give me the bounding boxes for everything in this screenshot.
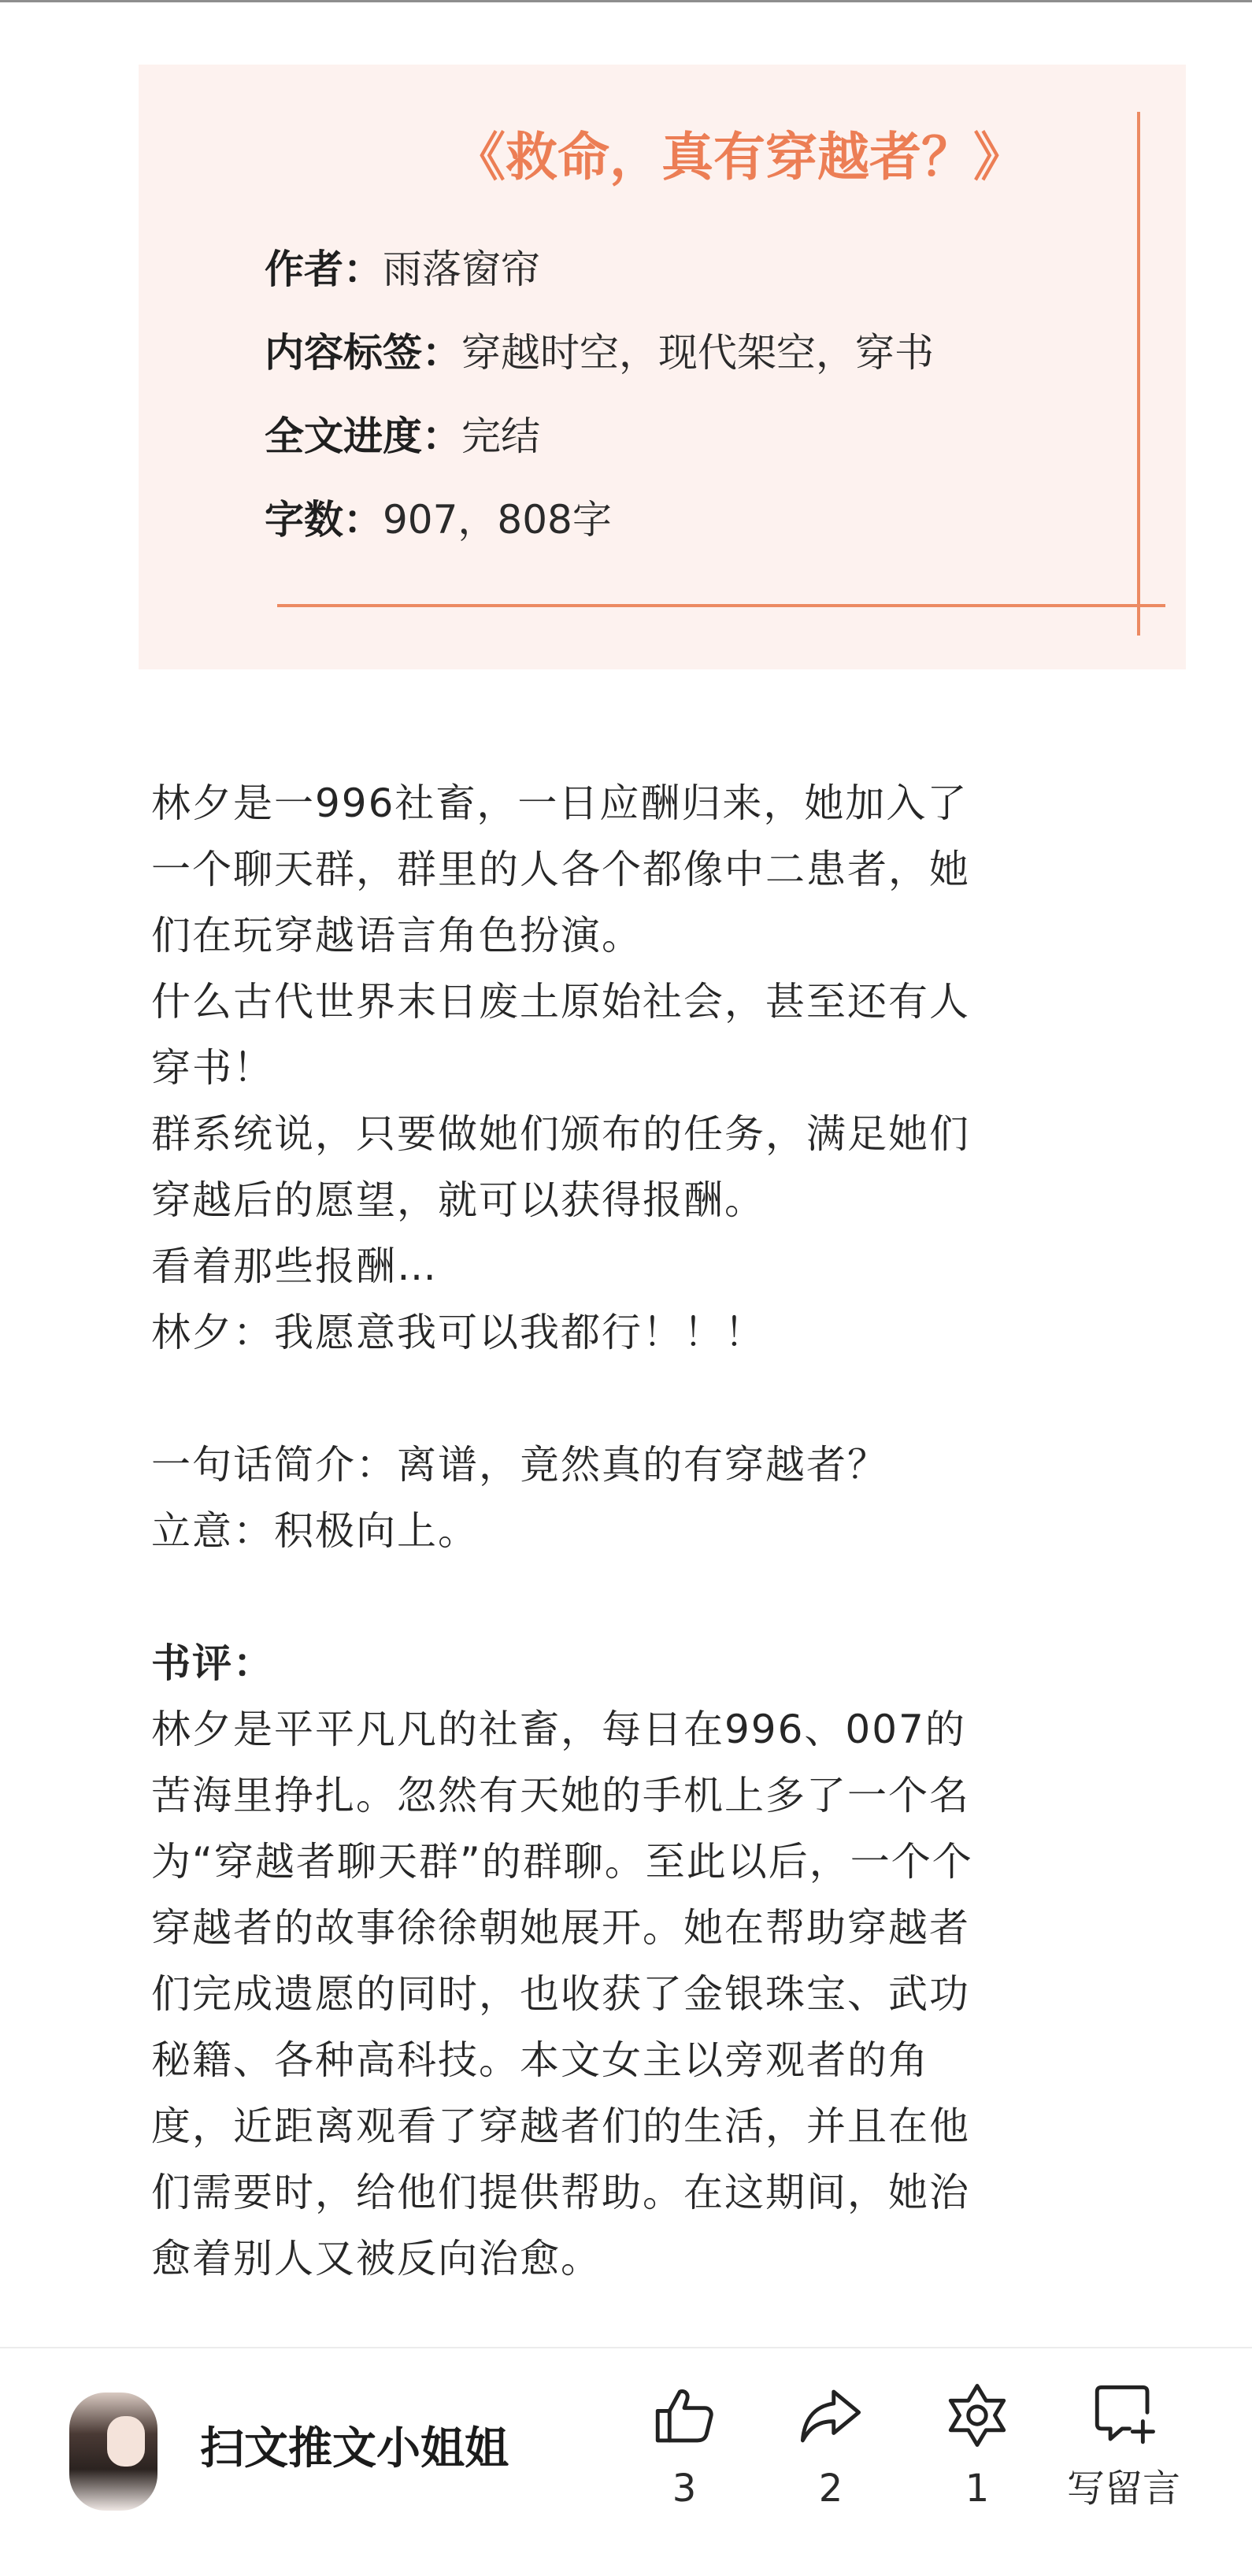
review-heading: 书评： [151,1640,274,1686]
comment-plus-icon[interactable] [1088,2380,1159,2451]
write-comment-button[interactable]: 写留言 [1066,2467,1180,2511]
author-username[interactable]: 扫文推文小姐姐 [200,2423,509,2474]
review-line: 为“穿越者聊天群”的群聊。至此以后，一个个 [151,1839,973,1885]
synopsis-line: 穿书！ [151,1045,274,1091]
review-line: 穿越者的故事徐徐朝她展开。她在帮助穿越者 [151,1905,970,1951]
card-decor-horizontal-line [277,604,1165,607]
synopsis-line: 看着那些报酬… [151,1244,438,1289]
author-value: 雨落窗帘 [383,246,540,292]
avatar-face [107,2416,145,2467]
synopsis-line: 林夕：我愿意我可以我都行！！！ [151,1310,765,1355]
review-line: 们需要时，给他们提供帮助。在这期间，她治 [151,2170,970,2215]
tags-line [265,321,1115,384]
share-count: 2 [818,2467,843,2511]
like-count: 3 [672,2467,697,2511]
collect-star-icon[interactable] [942,2380,1013,2451]
theme-line: 立意：积极向上。 [151,1508,479,1554]
synopsis-line: 群系统说，只要做她们颁布的任务，满足她们 [151,1111,970,1157]
wordcount-line [265,488,1115,551]
synopsis-line: 穿越后的愿望，就可以获得报酬。 [151,1177,765,1223]
author-line [265,238,1115,301]
review-line: 秘籍、各种高科技。本文女主以旁观者的角 [151,2037,929,2083]
synopsis-line: 什么古代世界末日废土原始社会，甚至还有人 [151,979,970,1025]
wordcount-value: 907，808字 [383,497,612,543]
progress-line [265,405,1115,468]
thumbs-up-icon[interactable] [649,2380,720,2451]
collect-count: 1 [965,2467,990,2511]
review-line: 林夕是平平凡凡的社畜，每日在996、007的 [151,1707,966,1752]
review-line: 度，近距离观看了穿越者们的生活，并且在他 [151,2103,970,2149]
progress-label: 全文进度： [265,413,461,459]
card-decor-vertical-line [1137,112,1140,636]
review-line: 们完成遗愿的同时，也收获了金银珠宝、武功 [151,1971,970,2017]
review-line: 愈着别人又被反向治愈。 [151,2236,602,2281]
review-line: 苦海里挣扎。忽然有天她的手机上多了一个名 [151,1773,970,1818]
book-title: 《救命，真有穿越者？》 [454,127,1025,187]
synopsis-line: 们在玩穿越语言角色扮演。 [151,913,643,958]
tags-value: 穿越时空，现代架空，穿书 [461,330,934,376]
tags-label: 内容标签： [265,330,461,376]
share-arrow-icon[interactable] [795,2380,866,2451]
one-liner: 一句话简介：离谱，竟然真的有穿越者？ [151,1442,888,1488]
synopsis-line: 林夕是一996社畜，一日应酬归来，她加入了 [151,780,969,826]
synopsis-line: 一个聊天群，群里的人各个都像中二患者，她 [151,847,970,892]
progress-value: 完结 [461,413,540,459]
top-divider [0,0,1252,2]
author-label: 作者： [265,246,383,292]
wordcount-label: 字数： [265,497,383,543]
